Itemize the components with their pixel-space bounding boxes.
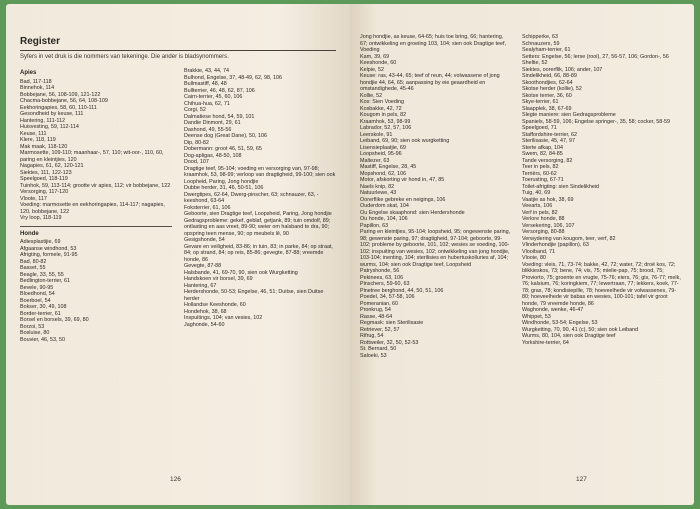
index-entry: Kosbakke, 42, 72 bbox=[360, 105, 402, 112]
index-entry: Sheltie, 52 bbox=[522, 60, 548, 66]
index-entry: Dood, 107 bbox=[184, 159, 209, 165]
index-entry: Sealyham-terrier, 61 bbox=[522, 47, 571, 53]
index-entry: Versekering, 106, 107 bbox=[522, 222, 575, 229]
left-page bbox=[6, 4, 350, 505]
index-entry: Dandie Dinmont, 29, 61 bbox=[184, 120, 241, 126]
index-entry: Swem, 82, 84-85 bbox=[522, 151, 563, 157]
index-column-right-2 bbox=[522, 34, 682, 346]
index-entry: Sterte afkap, 104 bbox=[522, 144, 564, 151]
page-title: Register bbox=[20, 36, 61, 47]
index-entry: Dragtige teef, 95-104; voeding en versorging van, 97-98; kraamhok, 53, 98-99; verloop van dragtigheid, 99-100; sien ook Loopheid, Paring, Jong hondjie bbox=[184, 165, 336, 185]
index-entry: Siektes, 111, 122-123 bbox=[20, 169, 72, 176]
index-column-left-2 bbox=[184, 68, 336, 328]
index-entry: Skoothondjies, 62-64 bbox=[522, 79, 573, 86]
index-entry: Terriërs, 60-62 bbox=[522, 170, 557, 177]
index-entry: Bad, 117-118 bbox=[20, 78, 52, 85]
index-entry: Eekhoringapies, 58, 60, 110-111 bbox=[20, 104, 97, 111]
index-entry: Basset, 55 bbox=[20, 265, 46, 271]
index-entry: Bobbejane, 56, 108-109, 121-122 bbox=[20, 91, 101, 98]
page-number: 127 bbox=[576, 476, 587, 483]
index-entry: Afrigting, formele, 91-95 bbox=[20, 252, 78, 258]
index-entry: Pinetree berghond, 44, 50, 51, 106 bbox=[360, 287, 444, 294]
index-entry: Papillon, 63 bbox=[360, 222, 389, 229]
index-entry: Voeding: vleis, 71, 73-74; bakke, 42, 72; water, 72; droë kos, 72; blikkieskos, 73; bene, 74; vis, 75; mielie-pap, 75; brood, 75; Proviorto, 75; groente en vrugte, 75-76; eiers, 76; gis, 76-77; melk, 76; kalsium, 76; koringkiem, 77; lewertraan, 77; lekkers, koek, 77-78; gras, 78; kondisiepille, 78; hoeveelhede vir volwassenes, 79-80; hoeveelhede vir babas en wesies, 100-101; tafel vir groot honde, 79 vreemde honde, 86 bbox=[522, 261, 681, 307]
index-entry: Vlinderhondjie (papillon), 63 bbox=[522, 242, 589, 248]
index-entry: Bouvier, 46, 53, 50 bbox=[20, 336, 65, 343]
index-entry: Dashond, 49, 55-56 bbox=[184, 126, 232, 133]
index-entry: Sindelikheid, 66, 88-89 bbox=[522, 73, 577, 79]
index-entry: Patryshonde, 56 bbox=[360, 268, 400, 274]
index-entry: Keuse: ras, 43-44, 65; teef of reun, 44; volwassene of jong hondjie 44, 64, 65; aanpassing by eie geaardheid en omstandighede, 45-46 bbox=[360, 73, 500, 92]
index-entry: Verf in pels, 82 bbox=[522, 209, 558, 216]
index-entry: Gedragsprobleme: gekef, geblaf, getjank, 89; tuin omdolf, 89; ontlasting en aas vreet, 89-90; weier om halsband te dra, 90; opspring teen mense, 90; op meubels lê, 90 bbox=[184, 217, 331, 237]
index-entry: Vlooie, 80 bbox=[522, 255, 546, 261]
index-entry: Huisvesting, 59, 112-114 bbox=[20, 124, 79, 130]
index-entry: Keuse, 111 bbox=[20, 130, 47, 137]
index-entry: Geboorte, sien Dragtige teef, Loopsheid, Paring, Jong hondjie bbox=[184, 211, 332, 217]
index-entry: Bokser, 30, 49, 108 bbox=[20, 304, 67, 310]
index-entry: Pekinees, 63, 106 bbox=[360, 274, 404, 281]
index-entry: Wurgketting, 70, 90, 41 (c), 50; sien ook Leiband bbox=[522, 326, 639, 333]
index-entry: Boerboel, 54 bbox=[20, 297, 51, 304]
index-entry: Ouderdom skat, 104 bbox=[360, 203, 409, 209]
index-entry: Chacma-bobbejane, 56, 64, 108-109 bbox=[20, 98, 108, 104]
section-heading: Honde bbox=[20, 230, 39, 237]
index-entry: Bloedhond, 54 bbox=[20, 291, 55, 297]
index-entry: Waghonde, wenke, 46-47 bbox=[522, 307, 584, 313]
index-entry: Halsbande, 41, 69-70, 90, sien ook Wurgketting bbox=[184, 269, 298, 276]
index-note: Syfers in vet druk is die nommers van tekeninge. Die ander is bladsynommers. bbox=[20, 54, 229, 60]
section-heading: Apies bbox=[20, 70, 37, 76]
index-entry: Slegte maniere: sien Gedragsprobleme bbox=[522, 112, 616, 118]
index-entry: Foksterrier, 61, 106 bbox=[184, 204, 231, 211]
index-entry: Loopsheid, 95-96 bbox=[360, 151, 402, 157]
index-entry: Hantering, 67 bbox=[184, 282, 217, 289]
index-entry: Toerusting, 67-71 bbox=[522, 177, 564, 183]
index-entry: Hondehok, 38, 68 bbox=[184, 308, 227, 315]
index-entry: Gevegte, 87-88 bbox=[184, 263, 222, 269]
index-entry: Naels knip, 82 bbox=[360, 183, 395, 190]
index-entry: Kam, 39, 69 bbox=[360, 53, 390, 60]
index-entry: Tuig, 40, 69 bbox=[522, 190, 551, 196]
index-entry: Versorging, 80-88 bbox=[522, 229, 565, 235]
index-entry: Bevele, 90-95 bbox=[20, 284, 54, 291]
index-entry: Speelgoed, 71 bbox=[522, 125, 557, 131]
index-entry: Dog-apligas, 48-50, 108 bbox=[184, 152, 242, 159]
index-entry: Hantering, 111-112 bbox=[20, 117, 65, 124]
index-entry: Jaghonde, 54-60 bbox=[184, 321, 225, 328]
index-entry: Mak maak, 118-120 bbox=[20, 143, 68, 150]
index-entry: Skye-terrier, 61 bbox=[522, 99, 559, 105]
index-entry: Staffordshire-terrier, 62 bbox=[522, 131, 578, 138]
index-entry: Rifrug, 54 bbox=[360, 333, 384, 339]
index-column-right-1 bbox=[360, 34, 512, 359]
index-entry: Rasse, 48-64 bbox=[360, 313, 393, 320]
index-entry: Windhonde, 53-54; Engelse, 53 bbox=[522, 320, 598, 326]
index-entry: Bosluise, 80 bbox=[20, 330, 50, 336]
index-entry: Gesigshonde, 54 bbox=[184, 237, 225, 243]
index-entry: Schipperke, 63 bbox=[522, 34, 558, 40]
index-entry: Handskoen vir borsel, 39, 69 bbox=[184, 276, 253, 282]
index-entry: Teer in pels, 82 bbox=[522, 164, 559, 170]
index-entry: Leiband, 69, 90; sien ook wurgketting bbox=[360, 138, 450, 144]
index-entry: Dobermann: groot 46, 51, 59, 65 bbox=[184, 146, 262, 152]
index-entry: Regmask: sien Sterilisasie bbox=[360, 320, 424, 326]
index-entry: Tuinhok, 59, 113-114; grootte vir apies, 112; vir bobbejane, 122 bbox=[20, 182, 171, 189]
index-entry: Retriever, 52, 57 bbox=[360, 326, 400, 333]
index-entry: Versorging, 117-120 bbox=[20, 189, 69, 195]
index-entry: Voeding: marmosette en eekhoringapies, 114-117; nagapies, 120, bobbejane, 122 bbox=[20, 202, 165, 215]
index-entry: Dip, 80-82 bbox=[184, 139, 209, 146]
index-entry: Whippet, 53 bbox=[522, 313, 551, 320]
index-entry: Poedel, 34, 57-58, 106 bbox=[360, 294, 415, 300]
index-entry: Vlooiband, 71 bbox=[522, 248, 555, 255]
index-entry: Beagle, 33, 55, 55 bbox=[20, 271, 64, 278]
index-entry: Kraamhok, 53, 98-99 bbox=[360, 118, 411, 125]
index-entry: Hollandse Keeshonde, 60 bbox=[184, 302, 246, 308]
section-divider bbox=[20, 226, 172, 227]
index-entry: Vloote, 117 bbox=[20, 195, 47, 202]
index-entry: Oorerflike gebreke en neigings, 106 bbox=[360, 196, 446, 203]
index-entry: Nagapies, 61, 62, 120-121 bbox=[20, 163, 84, 169]
index-entry: Vry loop, 118-119 bbox=[20, 215, 62, 221]
index-entry: Rottweiler, 32, 50, 52-53 bbox=[360, 339, 419, 346]
index-entry: Sterilisasie, 45, 47, 97 bbox=[522, 138, 576, 144]
index-entry: Keeshonde, 60 bbox=[360, 60, 397, 66]
index-entry: Paring en kleintjies, 95-104; loopsheid, 95; ongewenste paring, 98; gewenste paring, 97; dragtigheid, 97-104; geboorte, 99-102; probleme by geboorte, 101, 102; wesies se voeding, 100-102; inspuiting van wesies, 102; ontwikkeling van jong hondjie, 103-104; inenting, 104; sterilisies en hubertuskolluries af, 104; wurms, 104; sien ook Dragtige teef, Loopsheid bbox=[360, 229, 511, 268]
index-entry: Motor, afskorting vir hond in, 47, 85 bbox=[360, 177, 445, 183]
index-entry: Mastiff, Engelse, 28, 45 bbox=[360, 164, 417, 170]
index-entry: Border-terrier, 61 bbox=[20, 310, 61, 317]
index-entry: Corgi, 52 bbox=[184, 107, 206, 113]
index-entry: St. Bernard, 50 bbox=[360, 346, 397, 352]
index-entry: Verwydering van kougom, teer, verf, 82 bbox=[522, 235, 616, 242]
index-entry: Klere, 118, 119 bbox=[20, 137, 56, 143]
index-entry: Schnauzers, 59 bbox=[522, 40, 560, 47]
index-entry: Inspuitings, 104; van vesies, 102 bbox=[184, 315, 263, 321]
index-entry: Afgaanse windhond, 53 bbox=[20, 245, 77, 252]
index-entry: Tande versorging, 82 bbox=[522, 157, 573, 164]
index-entry: Yorkshire-terrier, 64 bbox=[522, 339, 569, 346]
index-entry: Bullmastiff, 48, 48 bbox=[184, 81, 227, 87]
index-entry: Gesondheid by keuse, 111 bbox=[20, 111, 84, 117]
index-entry: Saloeki, 53 bbox=[360, 352, 387, 359]
index-entry: Ou Engelse skaaphond: sien Herdershonde bbox=[360, 209, 465, 216]
index-entry: Skotse terrier, 36, 60 bbox=[522, 92, 572, 99]
index-entry: Gevare en veiligheid, 83-86; in tuin, 83; in parke, 84; op straat, 84; op strand, 84; op reis, 85-86; gevegte, 87-88; vreemde honde, 86 bbox=[184, 243, 333, 263]
index-entry: Lisensieplaatjie, 69 bbox=[360, 144, 406, 151]
index-entry: Bad, 80-82 bbox=[20, 258, 47, 265]
index-entry: Wurms, 80, 104, sien ook Dragtige teef bbox=[522, 333, 616, 339]
index-entry: Siektes, oorerflik, 106; ander, 107 bbox=[522, 66, 603, 73]
index-entry: Veearts, 106 bbox=[522, 203, 553, 209]
index-entry: Spaniels, 58-59, 106; Engelse springer-, 35, 58; cocker, 58-59 bbox=[522, 118, 671, 125]
index-entry: Skotse herder (kollie), 52 bbox=[522, 86, 582, 92]
index-entry: Brakkie, 43, 44, 74 bbox=[184, 68, 229, 74]
index-entry: Bulhond, Engelse, 37, 48-49, 62, 98, 106 bbox=[184, 74, 283, 81]
index-entry: Natuurlewe, 43 bbox=[360, 190, 397, 196]
index-column-left-1 bbox=[20, 68, 172, 343]
index-entry: Deense dog (Great Dane), 50, 106 bbox=[184, 133, 268, 139]
title-divider bbox=[20, 50, 336, 51]
index-entry: Marmosette, 109-110; maanhaar-, 57, 110; wit-oor-, 110, 60, paring en kleintjies, 120 bbox=[20, 150, 164, 163]
index-entry: Maltezer, 63 bbox=[360, 157, 390, 164]
index-entry: Dubbe herder, 31, 46, 50-51, 106 bbox=[184, 185, 264, 191]
index-entry: Borsel en borsels, 39, 69, 80 bbox=[20, 317, 89, 323]
index-entry: Herdershonde, 50-53; Engelse, 46, 51; Duitse, sien Duitse herder bbox=[184, 289, 324, 302]
book-spread bbox=[6, 4, 694, 505]
page-number: 126 bbox=[170, 476, 181, 483]
index-entry: Kelpie, 52 bbox=[360, 66, 384, 73]
index-entry: Cairn-terrier, 45, 60, 106 bbox=[184, 94, 243, 100]
index-entry: Chihua-hua, 62, 71 bbox=[184, 100, 230, 107]
index-entry: Verlore honde, 88 bbox=[522, 216, 565, 222]
index-entry: Speelgoed, 118-119 bbox=[20, 176, 68, 182]
index-entry: Bullterrier, 46, 48, 62, 87, 106 bbox=[184, 87, 255, 94]
index-entry: Kos: Sien Voeding bbox=[360, 99, 405, 105]
index-entry: Pomeranian, 60 bbox=[360, 300, 399, 307]
index-entry: Ou honde, 104, 106 bbox=[360, 216, 408, 222]
index-entry: Kougom in pels, 82 bbox=[360, 112, 407, 118]
index-entry: Vaatjie as hok, 38, 69 bbox=[522, 196, 574, 203]
index-entry: Setters: Engelse, 56; lerse (rooi), 27, 56-57, 106; Gordon-, 56 bbox=[522, 53, 669, 60]
index-entry: Jong hondjie, as keuse, 64-65; huis toe bring, 66; hantering, 67; ontwikkeling en groeiing 103, 104; sien ook Dragtige teef, Voeding bbox=[360, 34, 506, 53]
index-entry: Mopshond, 62, 106 bbox=[360, 170, 407, 177]
index-entry: Pinschers, 59-60, 63 bbox=[360, 281, 410, 287]
index-entry: Binnehok, 114 bbox=[20, 85, 55, 91]
index-entry: Bedlington-terrier, 61 bbox=[20, 278, 71, 284]
index-entry: Kollie, 52 bbox=[360, 92, 383, 99]
index-entry: Borzoi, 53 bbox=[20, 323, 45, 330]
index-entry: Dalmatiese hond, 54, 59, 101 bbox=[184, 113, 255, 120]
index-entry: Slaapplek, 38, 67-69 bbox=[522, 105, 572, 112]
index-entry: Labrador, 52, 57, 106 bbox=[360, 125, 412, 131]
index-entry: Dwergtipes, 62-64, Dwerg-pinscher, 63; schnauzer, 63, -keeshond, 63-64 bbox=[184, 191, 319, 204]
index-entry: Adiesplastijie, 69 bbox=[20, 239, 61, 245]
right-page bbox=[350, 4, 694, 505]
index-entry: Toilet-afrigting: sien Sindelikheid bbox=[522, 183, 600, 190]
index-entry: Pronkrug, 54 bbox=[360, 307, 391, 313]
index-entry: Leerskole, 91 bbox=[360, 131, 393, 138]
